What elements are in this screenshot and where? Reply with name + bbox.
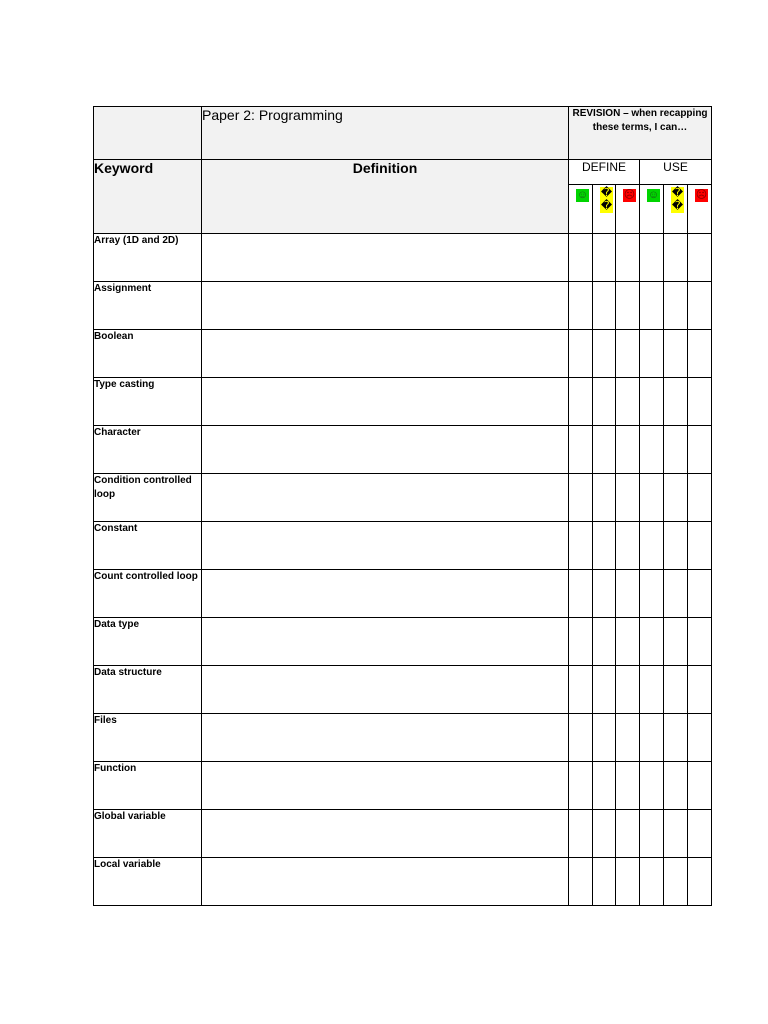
definition-cell[interactable] bbox=[202, 666, 569, 714]
use-bad-box[interactable] bbox=[688, 618, 712, 666]
use-ok-box[interactable] bbox=[664, 330, 688, 378]
use-ok-box[interactable] bbox=[664, 282, 688, 330]
frown-icon: ☹ bbox=[695, 189, 708, 201]
define-good-box[interactable] bbox=[569, 618, 593, 666]
use-good-box[interactable] bbox=[640, 618, 664, 666]
table-row bbox=[94, 570, 712, 618]
keyword-cell: Constant bbox=[94, 522, 202, 570]
use-good-box[interactable] bbox=[640, 234, 664, 282]
revision-note: REVISION – when recapping these terms, I can… bbox=[569, 107, 712, 160]
use-ok-box[interactable] bbox=[664, 570, 688, 618]
use-good-box[interactable] bbox=[640, 426, 664, 474]
neutral-icon: � � bbox=[671, 187, 684, 212]
use-ok-box[interactable] bbox=[664, 522, 688, 570]
smiley-icon: ☺ bbox=[576, 189, 589, 201]
smiley-icon: ☺ bbox=[647, 189, 660, 201]
define-ok-box[interactable] bbox=[593, 378, 616, 426]
column-header-row bbox=[94, 160, 712, 185]
use-bad-box[interactable] bbox=[688, 762, 712, 810]
definition-cell[interactable] bbox=[202, 522, 569, 570]
define-ok-box[interactable] bbox=[593, 282, 616, 330]
define-ok-box[interactable] bbox=[593, 666, 616, 714]
use-ok-box[interactable] bbox=[664, 474, 688, 522]
define-good-box[interactable] bbox=[569, 858, 593, 906]
use-bad-box[interactable] bbox=[688, 858, 712, 906]
definition-cell[interactable] bbox=[202, 618, 569, 666]
use-good-box[interactable] bbox=[640, 858, 664, 906]
use-good-box[interactable] bbox=[640, 282, 664, 330]
use-good-box[interactable] bbox=[640, 378, 664, 426]
definition-cell[interactable] bbox=[202, 282, 569, 330]
keyword-cell: Function bbox=[94, 762, 202, 810]
use-ok-box[interactable] bbox=[664, 762, 688, 810]
table-row bbox=[94, 714, 712, 762]
define-header: DEFINE bbox=[569, 160, 640, 185]
use-good-box[interactable] bbox=[640, 570, 664, 618]
define-ok-box[interactable] bbox=[593, 858, 616, 906]
use-bad-box[interactable] bbox=[688, 330, 712, 378]
definition-cell[interactable] bbox=[202, 810, 569, 858]
define-good-box[interactable] bbox=[569, 666, 593, 714]
define-bad-box[interactable] bbox=[616, 618, 640, 666]
keyword-cell: Files bbox=[94, 714, 202, 762]
definition-cell[interactable] bbox=[202, 426, 569, 474]
use-bad-box[interactable] bbox=[688, 714, 712, 762]
use-good-box[interactable] bbox=[640, 810, 664, 858]
use-good-box[interactable] bbox=[640, 330, 664, 378]
use-neutral-cell bbox=[664, 185, 688, 234]
use-smiley-cell bbox=[640, 185, 664, 234]
keyword-cell: Count controlled loop bbox=[94, 570, 202, 618]
use-ok-box[interactable] bbox=[664, 618, 688, 666]
use-ok-box[interactable] bbox=[664, 858, 688, 906]
use-ok-box[interactable] bbox=[664, 666, 688, 714]
use-bad-box[interactable] bbox=[688, 570, 712, 618]
define-ok-box[interactable] bbox=[593, 426, 616, 474]
define-bad-box[interactable] bbox=[616, 810, 640, 858]
use-good-box[interactable] bbox=[640, 714, 664, 762]
title-row bbox=[94, 107, 712, 160]
use-bad-box[interactable] bbox=[688, 426, 712, 474]
table-row bbox=[94, 474, 712, 522]
define-bad-box[interactable] bbox=[616, 714, 640, 762]
table-row bbox=[94, 426, 712, 474]
define-good-box[interactable] bbox=[569, 426, 593, 474]
table-row bbox=[94, 282, 712, 330]
use-good-box[interactable] bbox=[640, 522, 664, 570]
use-frown-cell bbox=[688, 185, 712, 234]
revision-table bbox=[93, 106, 712, 906]
define-bad-box[interactable] bbox=[616, 426, 640, 474]
blank-header-cell bbox=[94, 107, 202, 160]
use-bad-box[interactable] bbox=[688, 282, 712, 330]
use-ok-box[interactable] bbox=[664, 378, 688, 426]
define-good-box[interactable] bbox=[569, 330, 593, 378]
table-row bbox=[94, 234, 712, 282]
frown-icon: ☹ bbox=[623, 189, 636, 201]
define-smiley-cell bbox=[569, 185, 593, 234]
use-good-box[interactable] bbox=[640, 762, 664, 810]
define-ok-box[interactable] bbox=[593, 618, 616, 666]
definition-cell[interactable] bbox=[202, 858, 569, 906]
definition-cell[interactable] bbox=[202, 714, 569, 762]
table-row bbox=[94, 618, 712, 666]
define-bad-box[interactable] bbox=[616, 762, 640, 810]
define-bad-box[interactable] bbox=[616, 234, 640, 282]
definition-cell[interactable] bbox=[202, 762, 569, 810]
define-ok-box[interactable] bbox=[593, 570, 616, 618]
definition-cell[interactable] bbox=[202, 378, 569, 426]
define-bad-box[interactable] bbox=[616, 666, 640, 714]
use-bad-box[interactable] bbox=[688, 666, 712, 714]
definition-cell[interactable] bbox=[202, 474, 569, 522]
define-good-box[interactable] bbox=[569, 762, 593, 810]
define-frown-cell bbox=[616, 185, 640, 234]
define-bad-box[interactable] bbox=[616, 378, 640, 426]
define-ok-box[interactable] bbox=[593, 810, 616, 858]
use-header: USE bbox=[640, 160, 712, 185]
keyword-header: Keyword bbox=[94, 160, 202, 234]
define-bad-box[interactable] bbox=[616, 858, 640, 906]
keyword-cell: Condition controlled loop bbox=[94, 474, 202, 522]
table-row bbox=[94, 762, 712, 810]
define-ok-box[interactable] bbox=[593, 762, 616, 810]
define-good-box[interactable] bbox=[569, 234, 593, 282]
keyword-cell: Global variable bbox=[94, 810, 202, 858]
table-row bbox=[94, 522, 712, 570]
keyword-cell: Local variable bbox=[94, 858, 202, 906]
table-row bbox=[94, 330, 712, 378]
define-neutral-cell bbox=[593, 185, 616, 234]
use-ok-box[interactable] bbox=[664, 714, 688, 762]
define-bad-box[interactable] bbox=[616, 570, 640, 618]
use-good-box[interactable] bbox=[640, 474, 664, 522]
keyword-cell: Type casting bbox=[94, 378, 202, 426]
use-bad-box[interactable] bbox=[688, 522, 712, 570]
define-good-box[interactable] bbox=[569, 522, 593, 570]
use-good-box[interactable] bbox=[640, 666, 664, 714]
use-ok-box[interactable] bbox=[664, 234, 688, 282]
keyword-cell: Data structure bbox=[94, 666, 202, 714]
define-good-box[interactable] bbox=[569, 474, 593, 522]
table-row bbox=[94, 666, 712, 714]
keyword-cell: Boolean bbox=[94, 330, 202, 378]
define-bad-box[interactable] bbox=[616, 330, 640, 378]
table-row bbox=[94, 810, 712, 858]
define-ok-box[interactable] bbox=[593, 522, 616, 570]
define-good-box[interactable] bbox=[569, 810, 593, 858]
use-bad-box[interactable] bbox=[688, 474, 712, 522]
define-bad-box[interactable] bbox=[616, 522, 640, 570]
table-row bbox=[94, 378, 712, 426]
use-ok-box[interactable] bbox=[664, 810, 688, 858]
table-row bbox=[94, 858, 712, 906]
define-good-box[interactable] bbox=[569, 282, 593, 330]
definition-header: Definition bbox=[202, 160, 569, 234]
definition-cell[interactable] bbox=[202, 570, 569, 618]
define-ok-box[interactable] bbox=[593, 474, 616, 522]
neutral-icon: � � bbox=[600, 187, 613, 212]
use-bad-box[interactable] bbox=[688, 810, 712, 858]
definition-cell[interactable] bbox=[202, 234, 569, 282]
keyword-cell: Assignment bbox=[94, 282, 202, 330]
define-ok-box[interactable] bbox=[593, 714, 616, 762]
define-good-box[interactable] bbox=[569, 570, 593, 618]
define-good-box[interactable] bbox=[569, 378, 593, 426]
use-bad-box[interactable] bbox=[688, 378, 712, 426]
keyword-cell: Array (1D and 2D) bbox=[94, 234, 202, 282]
use-ok-box[interactable] bbox=[664, 426, 688, 474]
define-ok-box[interactable] bbox=[593, 234, 616, 282]
define-bad-box[interactable] bbox=[616, 474, 640, 522]
define-good-box[interactable] bbox=[569, 714, 593, 762]
definition-cell[interactable] bbox=[202, 330, 569, 378]
keyword-cell: Data type bbox=[94, 618, 202, 666]
use-bad-box[interactable] bbox=[688, 234, 712, 282]
page-title: Paper 2: Programming bbox=[202, 107, 569, 160]
keyword-cell: Character bbox=[94, 426, 202, 474]
define-bad-box[interactable] bbox=[616, 282, 640, 330]
define-ok-box[interactable] bbox=[593, 330, 616, 378]
